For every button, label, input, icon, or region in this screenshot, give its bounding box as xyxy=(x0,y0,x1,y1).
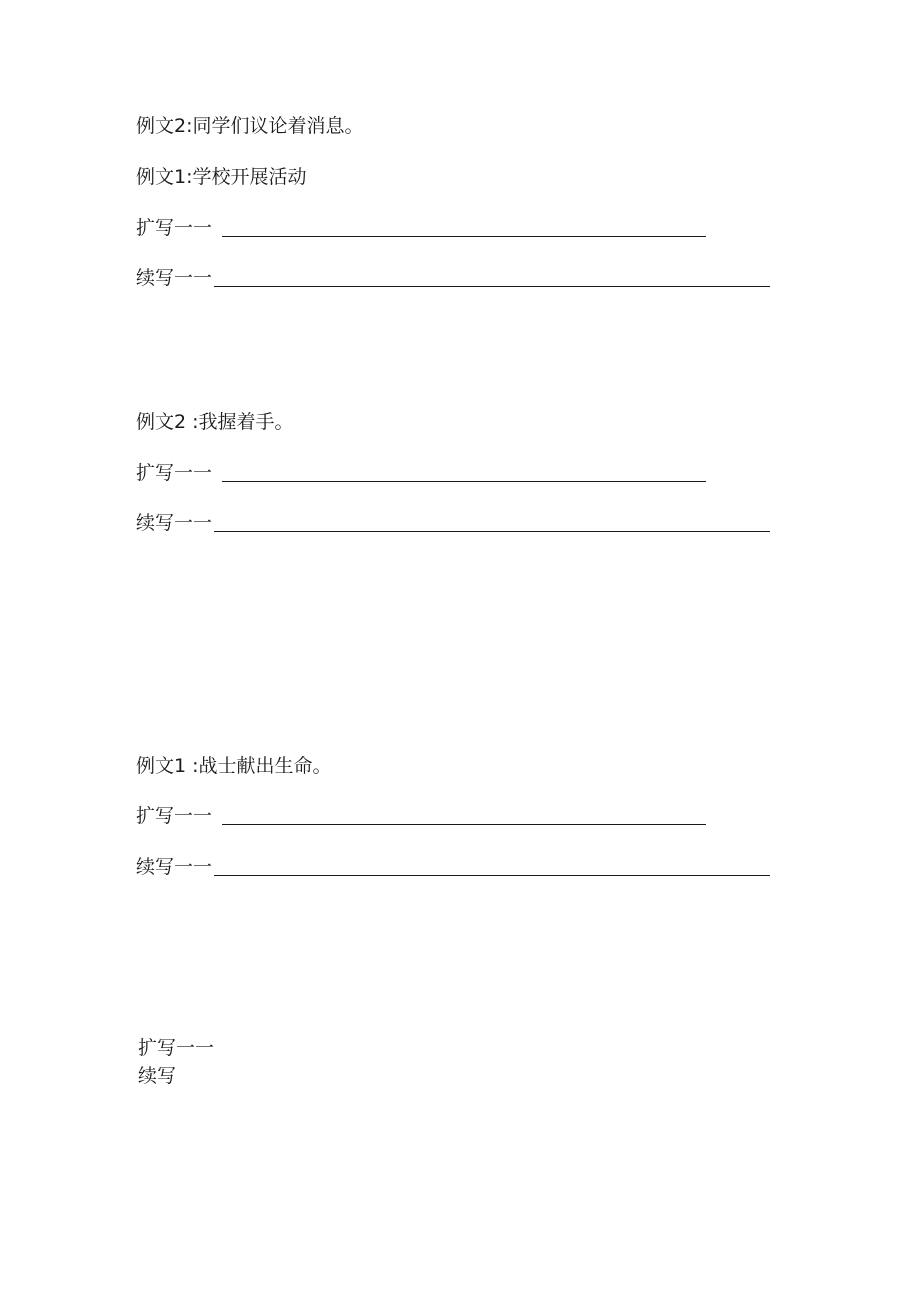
example-sentence xyxy=(136,410,294,434)
continue-writing-row xyxy=(136,511,770,535)
expand-writing-row xyxy=(136,216,706,240)
footer-continue-label: 续写 xyxy=(138,1065,177,1087)
continue-writing-row xyxy=(136,266,770,290)
example-sentence xyxy=(136,114,364,138)
continue-answer-blank[interactable] xyxy=(214,857,770,876)
expand-writing-row xyxy=(136,804,706,828)
continue-label: 续写一一 xyxy=(136,856,213,878)
continue-answer-blank[interactable] xyxy=(214,513,770,532)
example-text: 例文1:学校开展活动 xyxy=(136,166,307,188)
continue-writing-row xyxy=(136,855,770,879)
example-sentence xyxy=(136,754,332,778)
expand-answer-blank[interactable] xyxy=(222,218,706,237)
continue-label: 续写一一 xyxy=(136,512,213,534)
expand-label: 扩写一一 xyxy=(136,217,213,239)
expand-answer-blank[interactable] xyxy=(222,463,706,482)
example-text: 例文2 :我握着手。 xyxy=(136,411,294,433)
footer-expand-label: 扩写一一 xyxy=(138,1037,215,1059)
expand-answer-blank[interactable] xyxy=(222,806,706,825)
continue-label: 续写一一 xyxy=(136,267,213,289)
continue-answer-blank[interactable] xyxy=(214,268,770,287)
expand-writing-row xyxy=(136,461,706,485)
expand-label: 扩写一一 xyxy=(136,805,213,827)
example-sentence xyxy=(136,165,307,189)
expand-label: 扩写一一 xyxy=(136,462,213,484)
example-text: 例文1 :战士献出生命。 xyxy=(136,755,332,777)
example-text: 例文2:同学们议论着消息。 xyxy=(136,115,364,137)
